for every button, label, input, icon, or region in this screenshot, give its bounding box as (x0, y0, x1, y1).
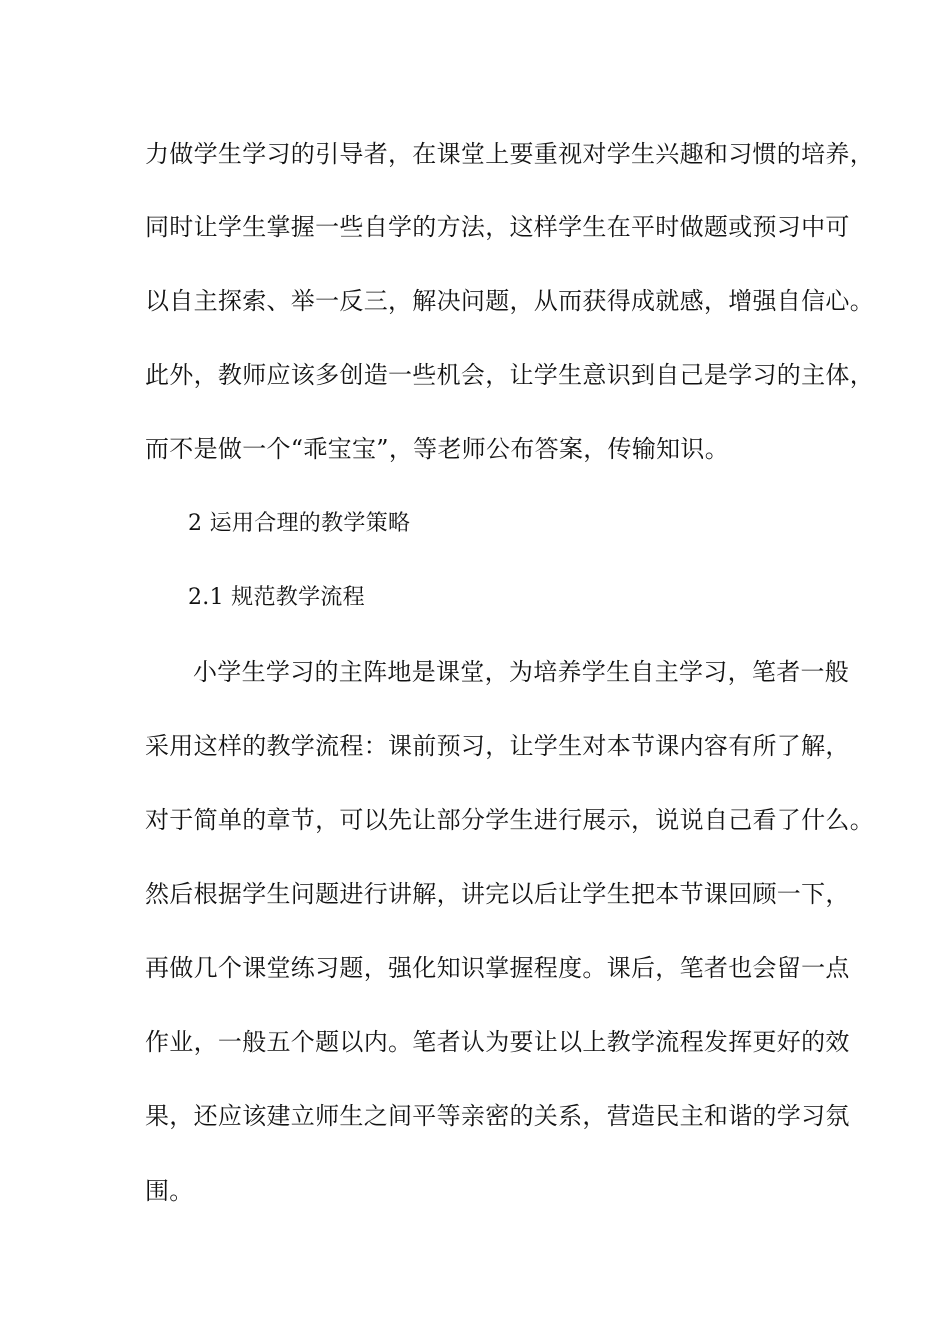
paragraph-line: 以自主探索、举一反三，解决问题，从而获得成就感，增强自信心。 (145, 287, 874, 315)
paragraph-line: 对于简单的章节，可以先让部分学生进行展示，说说自己看了什么。 (145, 806, 874, 834)
subsection-heading: 2.1 规范教学流程 (188, 585, 365, 610)
paragraph-line: 然后根据学生问题进行讲解，讲完以后让学生把本节课回顾一下， (145, 880, 850, 908)
paragraph-line: 小学生学习的主阵地是课堂，为培养学生自主学习，笔者一般 (193, 658, 850, 686)
paragraph-line: 围。 (145, 1177, 194, 1205)
paragraph-line: 采用这样的教学流程：课前预习，让学生对本节课内容有所了解， (145, 732, 850, 760)
paragraph-line: 果，还应该建立师生之间平等亲密的关系，营造民主和谐的学习氛 (145, 1102, 850, 1130)
paragraph-line: 而不是做一个“乖宝宝”，等老师公布答案，传输知识。 (145, 435, 730, 463)
paragraph-line: 力做学生学习的引导者，在课堂上要重视对学生兴趣和习惯的培养， (145, 140, 874, 168)
paragraph-line: 同时让学生掌握一些自学的方法，这样学生在平时做题或预习中可 (145, 213, 850, 241)
paragraph-line: 作业，一般五个题以内。笔者认为要让以上教学流程发挥更好的效 (145, 1028, 850, 1056)
paragraph-line: 此外，教师应该多创造一些机会，让学生意识到自己是学习的主体， (145, 361, 874, 389)
section-heading: 2 运用合理的教学策略 (188, 511, 411, 536)
paragraph-line: 再做几个课堂练习题，强化知识掌握程度。课后，笔者也会留一点 (145, 954, 850, 982)
